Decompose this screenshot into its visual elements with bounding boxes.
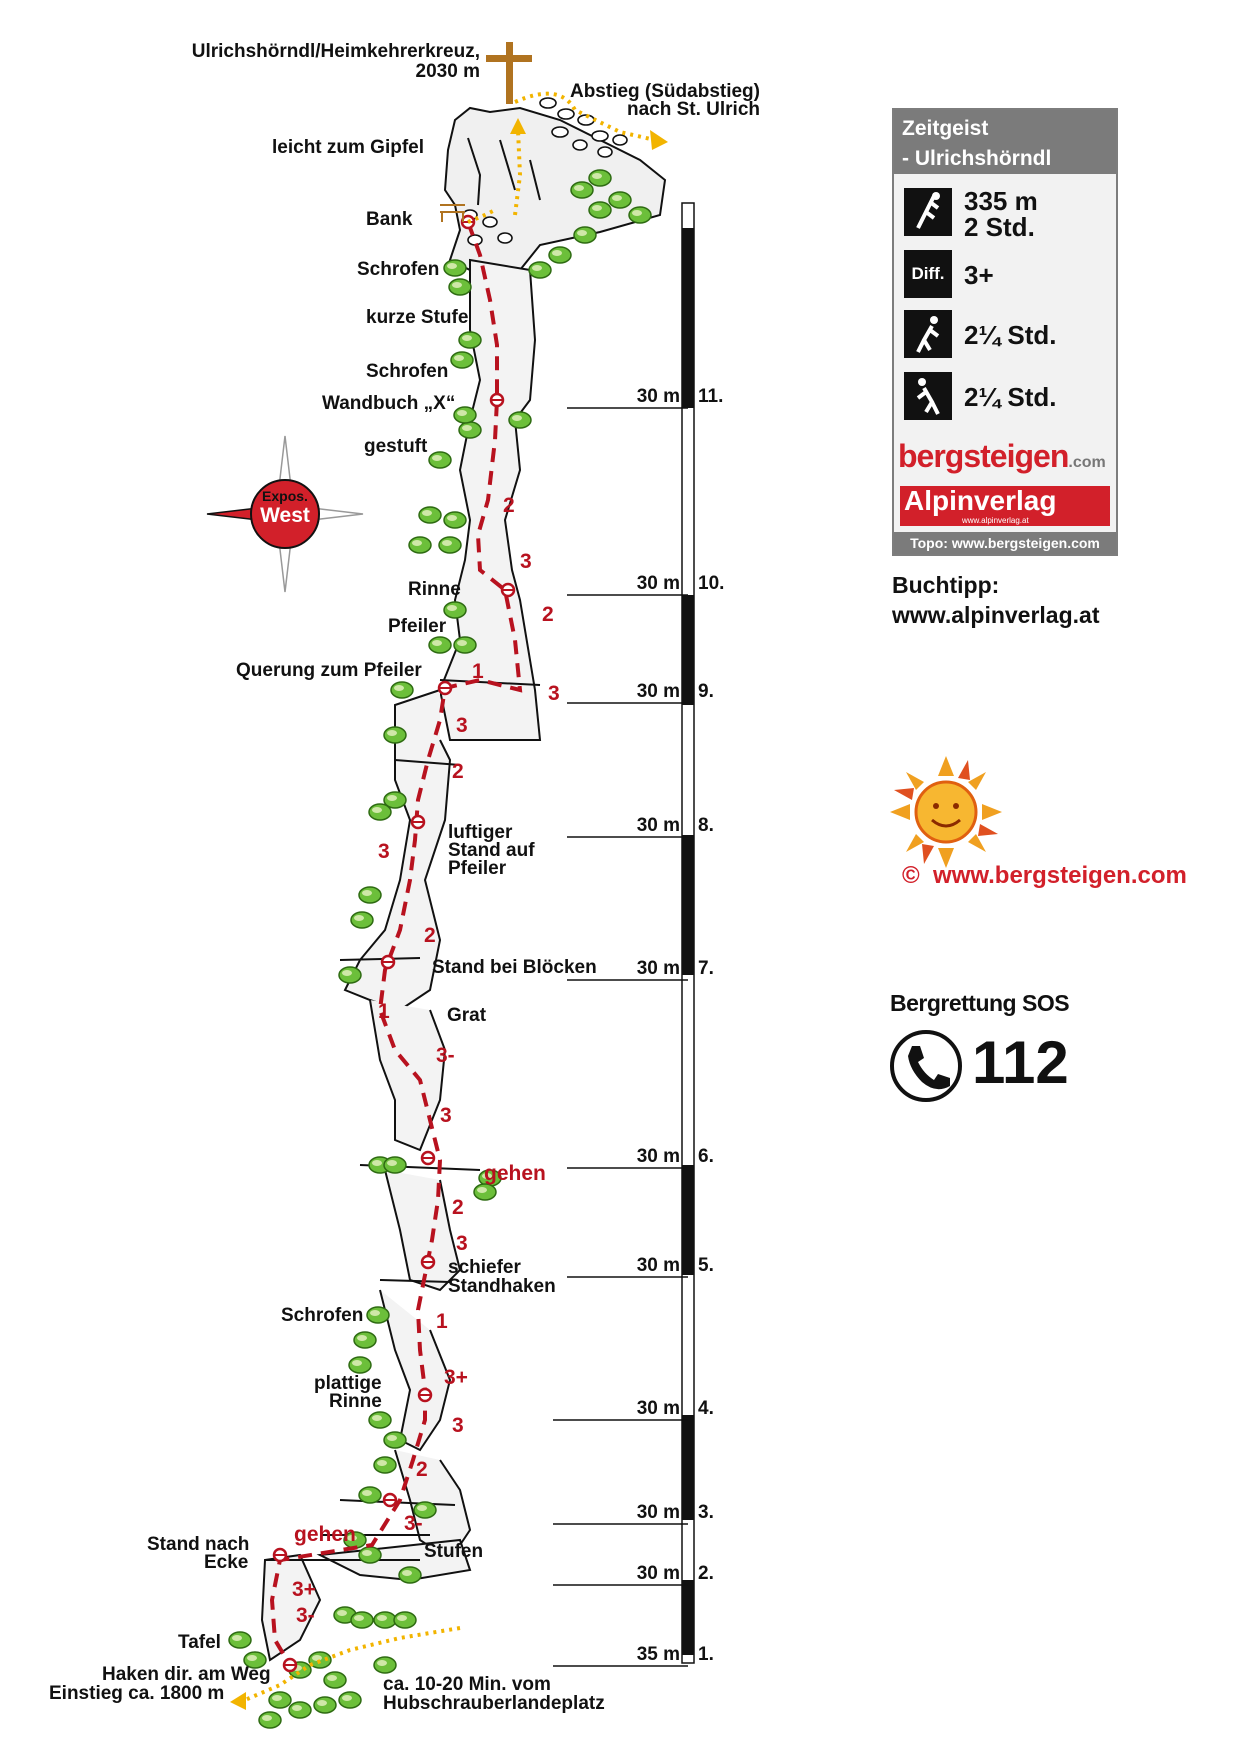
label-approach-1: ca. 10-20 Min. vom: [383, 1674, 551, 1695]
hiker-up-icon: [904, 310, 952, 358]
pitch-length: 30 m: [636, 1398, 680, 1419]
info-height: 335 m: [964, 186, 1038, 216]
grade: 2: [452, 760, 464, 783]
grade: 3: [548, 682, 560, 705]
label-stand-bloecken: Stand bei Blöcken: [432, 957, 597, 978]
label-pfeiler: Pfeiler: [388, 616, 447, 637]
pitch-length: 30 m: [636, 386, 680, 407]
grade: 3: [452, 1414, 464, 1437]
pitch-length: 30 m: [636, 958, 680, 979]
pitch-number: 10.: [698, 573, 725, 594]
grade: 3+: [444, 1366, 468, 1389]
pitch-length: 30 m: [636, 1563, 680, 1584]
label-plattige-2: Rinne: [329, 1391, 382, 1412]
grade: 3-: [436, 1044, 455, 1067]
sos-number: 112: [972, 1029, 1069, 1096]
phone-icon: [892, 1032, 960, 1100]
label-wandbuch: Wandbuch „X“: [322, 393, 456, 414]
label-haken: Haken dir. am Weg: [102, 1664, 271, 1685]
label-schrofen-2: Schrofen: [366, 361, 449, 382]
scale-lines: [553, 408, 688, 1666]
buchtipp-link[interactable]: www.alpinverlag.at: [892, 602, 1100, 628]
label-querung: Querung zum Pfeiler: [236, 660, 422, 681]
pitch-number: 9.: [698, 681, 714, 702]
grade: 2: [452, 1196, 464, 1219]
pitch-length: 30 m: [636, 1146, 680, 1167]
info-difficulty: 3+: [964, 260, 994, 290]
topo-credit: Topo: www.bergsteigen.com: [894, 532, 1116, 554]
difficulty-icon: Diff.: [904, 250, 952, 298]
grade: 3-: [296, 1604, 315, 1627]
scale-bar: [682, 203, 694, 1663]
label-gehen-2: gehen: [294, 1523, 356, 1546]
pitch-number: 1.: [698, 1644, 714, 1665]
route-info-box: [892, 108, 1118, 556]
pitch-length: 35 m: [636, 1644, 680, 1665]
label-luftiger-2: Stand auf: [448, 840, 535, 861]
label-kurze-stufe: kurze Stufe: [366, 307, 469, 328]
buchtipp-title: Buchtipp:: [892, 572, 1000, 598]
label-luftiger-1: luftiger: [448, 822, 513, 843]
label-bank: Bank: [366, 209, 413, 230]
pitch-number: 5.: [698, 1255, 714, 1276]
label-einstieg: Einstieg ca. 1800 m: [49, 1683, 225, 1704]
label-tafel: Tafel: [178, 1632, 221, 1653]
label-schiefer-1: schiefer: [448, 1257, 521, 1278]
grade: 3: [378, 840, 390, 863]
grade: 2: [424, 924, 436, 947]
sos-label: Bergrettung SOS: [890, 990, 1070, 1016]
brand-alpinverlag-url: www.alpinverlag.at: [962, 516, 1029, 525]
copyright-link[interactable]: © www.bergsteigen.com: [902, 862, 1187, 889]
info-title-2: - Ulrichshörndl: [902, 147, 1052, 170]
pitch-number: 6.: [698, 1146, 714, 1167]
summit-altitude: 2030 m: [415, 61, 480, 82]
label-gehen-1: gehen: [484, 1162, 546, 1185]
label-luftiger-3: Pfeiler: [448, 858, 507, 879]
label-plattige-1: plattige: [314, 1373, 382, 1394]
compass-label-1: Expos.: [262, 488, 308, 504]
pitch-number: 2.: [698, 1563, 714, 1584]
pitch-number: 7.: [698, 958, 714, 979]
pitch-length: 30 m: [636, 573, 680, 594]
pitch-length: 30 m: [636, 815, 680, 836]
pitch-length: 30 m: [636, 1255, 680, 1276]
descent-label-1: Abstieg (Südabstieg): [569, 81, 760, 102]
info-title-1: Zeitgeist: [902, 117, 989, 140]
grade: 3: [456, 1232, 468, 1255]
pitch-number: 8.: [698, 815, 714, 836]
label-schrofen-1: Schrofen: [357, 259, 440, 280]
grade: 2: [416, 1458, 428, 1481]
label-stand-ecke-1: Stand nach: [147, 1534, 250, 1555]
grade: 2: [503, 494, 515, 517]
sun-icon: [890, 756, 1002, 868]
brand-alpinverlag-main: Alpinverlag: [904, 485, 1057, 516]
grade: 3: [456, 714, 468, 737]
brand-alpinverlag: [900, 486, 1110, 526]
grade: 1: [436, 1310, 448, 1333]
pitch-number: 11.: [698, 386, 724, 407]
pitch-length: 30 m: [636, 681, 680, 702]
pitch-length: 30 m: [636, 1502, 680, 1523]
info-title: [894, 110, 1116, 174]
label-approach-2: Hubschrauberlandeplatz: [383, 1693, 605, 1714]
pitch-number: 3.: [698, 1502, 714, 1523]
grade: 1: [472, 660, 484, 683]
climber-icon: [904, 188, 952, 236]
hiker-down-icon: [904, 372, 952, 420]
grade: 3-: [404, 1512, 423, 1535]
grade: 3: [520, 550, 532, 573]
info-approach-time: 2¼ Std.: [964, 320, 1057, 350]
info-descent-time: 2¼ Std.: [964, 382, 1057, 412]
label-schrofen-3: Schrofen: [281, 1305, 364, 1326]
pitch-number: 4.: [698, 1398, 714, 1419]
label-grat: Grat: [447, 1005, 487, 1026]
label-stand-ecke-2: Ecke: [204, 1552, 249, 1573]
label-gipfel: leicht zum Gipfel: [272, 137, 425, 158]
compass-label-2: West: [260, 504, 310, 527]
descent-label-2: nach St. Ulrich: [626, 99, 760, 120]
brand-bergsteigen: [898, 438, 1118, 475]
label-stufen: Stufen: [424, 1541, 484, 1562]
brand-bergsteigen-suffix: .com: [1068, 454, 1106, 471]
label-schiefer-2: Standhaken: [448, 1276, 556, 1297]
label-rinne: Rinne: [408, 579, 461, 600]
grade: 1: [378, 1000, 390, 1023]
info-climb-time: 2 Std.: [964, 212, 1035, 242]
summit-cross: [486, 42, 532, 104]
grade: 2: [542, 603, 554, 626]
summit-name: Ulrichshörndl/Heimkehrerkreuz,: [191, 41, 480, 62]
grade: 3+: [292, 1578, 316, 1601]
label-gestuft: gestuft: [364, 436, 428, 457]
grade: 3: [440, 1104, 452, 1127]
brand-bergsteigen-main: bergsteigen: [898, 438, 1069, 474]
